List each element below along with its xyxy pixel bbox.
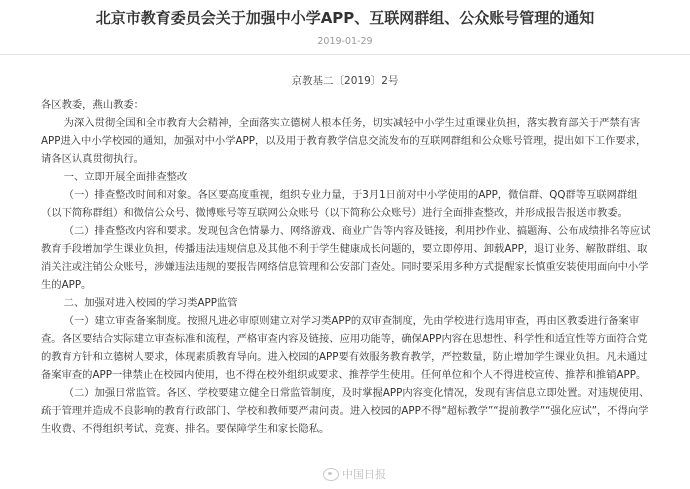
weibo-icon	[323, 468, 339, 481]
section-1-item-2: （二）排查整改内容和要求。发现包含色情暴力、网络游戏、商业广告等内容及链接，利用抄作业、搞题海、公布成绩排名等应试教育手段增加学生课业负担，传播违法违规信息及其他不利于学生健康成长问题的，要立即停用、卸载APP，退订业务、解散群组、取消关注或注销公众账号，涉嫌违法违规的要报告网络信息管理和公安部门查处。同时要采用多种方式提醒家长慎重安装使用面向中小学生的APP。	[41, 225, 651, 291]
section-2-heading: 二、加强对进入校园的学习类APP监管	[63, 297, 238, 309]
document-body	[41, 96, 653, 438]
section-2-item-2: （二）加强日常监管。各区、学校要建立健全日常监管制度，及时掌握APP内容变化情况，发现有害信息立即处置。对违规使用、疏于管理并造成不良影响的教育行政部门、学校和教师要严肃问责。进入校园的APP不得“超标教学”“提前教学”“强化应试”，不得向学生收费、不得组织考试、竞赛、排名。要保障学生和家长隐私。	[41, 387, 650, 435]
document-number: 京教基二〔2019〕2号	[291, 75, 399, 87]
salutation: 各区教委，燕山教委：	[41, 99, 144, 111]
page-title: 北京市教育委员会关于加强中小学APP、互联网群组、公众账号管理的通知	[95, 9, 595, 27]
watermark	[323, 466, 386, 482]
divider	[0, 54, 690, 55]
section-1-item-1: （一）排查整改时间和对象。各区要高度重视，组织专业力量，于3月1日前对中小学使用的APP，微信群、QQ群等互联网群组（以下简称群组）和微信公众号、微博账号等互联网公众账号（以下简称公众账号）进行全面排查整改，并形成报告报送市教委。	[41, 189, 638, 219]
intro-paragraph: 为深入贯彻全国和全市教育大会精神，全面落实立德树人根本任务，切实减轻中小学生过重课业负担，落实教育部关于严禁有害APP进入中小学校园的通知，加强对中小学APP，以及用于教育教学信息交流发布的互联网群组和公众账号管理，提出如下工作要求，请各区认真贯彻执行。	[41, 117, 647, 165]
watermark-text: 中国日报	[342, 468, 386, 481]
publish-date: 2019-01-29	[317, 36, 373, 47]
section-1-heading: 一、立即开展全面排查整改	[63, 171, 188, 183]
section-2-item-1: （一）建立审查备案制度。按照凡进必审原则建立对学习类APP的双审查制度，先由学校进行选用审查，再由区教委进行备案审查。各区要结合实际建立审查标准和流程，严格审查内容及链接、应用功能等，确保APP内容在思想性、科学性和适宜性等方面符合党的教育方针和立德树人要求，体现素质教育导向。进入校园的APP要有效服务教育教学，严控数量，防止增加学生课业负担。凡未通过备案审查的APP一律禁止在校园内使用，也不得在校外组织或要求、推荐学生使用。任何单位和个人不得进校宣传、推荐和推销APP。	[41, 315, 648, 381]
